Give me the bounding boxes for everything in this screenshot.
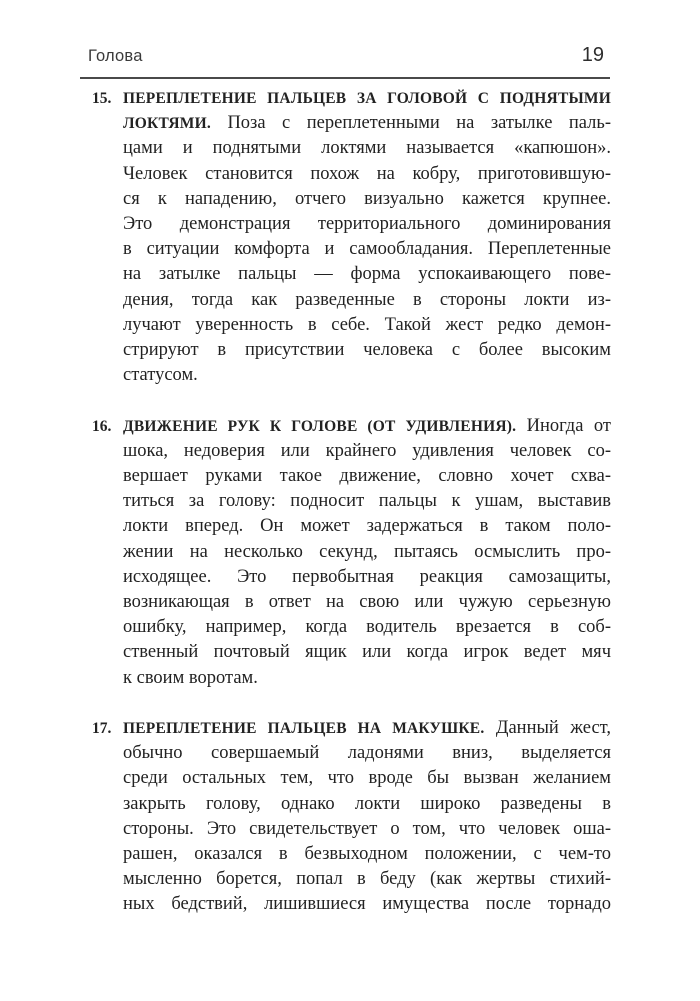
page-number: 19 xyxy=(581,44,604,66)
paragraph-text-segment: цами и поднятыми локтями называется «капюшон». xyxy=(123,138,611,159)
paragraph-text-segment: вершает руками такое движение, словно хочет схва- xyxy=(123,466,611,487)
paragraph-text-segment: ся к нападению, отчего визуально кажется крупнее. xyxy=(123,188,611,209)
running-head-section-title: Голова xyxy=(88,47,143,65)
paragraph-line xyxy=(123,867,611,892)
paragraph-text-segment: на затылке пальцы — форма успокаивающего пове- xyxy=(123,264,611,285)
paragraph-heading-segment: ПЕРЕПЛЕТЕНИЕ ПАЛЬЦЕВ НА МАКУШКЕ. xyxy=(123,720,485,738)
paragraph-text-segment: ственный почтовый ящик или когда игрок ведет мяч xyxy=(123,642,611,663)
paragraph-line xyxy=(123,187,611,212)
paragraph-heading-segment: ДВИЖЕНИЕ РУК К ГОЛОВЕ (ОТ УДИВЛЕНИЯ). xyxy=(123,417,517,435)
paragraph-text-segment: в ситуации комфорта и самообладания. Переплетенные xyxy=(123,239,611,260)
paragraph-heading-segment: ПЕРЕПЛЕТЕНИЕ ПАЛЬЦЕВ ЗА ГОЛОВОЙ С ПОДНЯТЫМИ xyxy=(123,90,611,107)
paragraph-line xyxy=(123,212,611,237)
paragraph-line xyxy=(123,892,611,917)
paragraph-body xyxy=(123,716,611,918)
paragraph-text-segment: Человек становится похож на кобру, приготовившую- xyxy=(123,163,611,184)
paragraph-text-segment: Данный жест, xyxy=(484,718,612,739)
paragraph-text-segment: титься за голову: подносит пальцы к ушам, выставив xyxy=(123,491,611,512)
paragraph-line xyxy=(123,464,611,489)
paragraph-text-segment: дения, тогда как разведенные в стороны локти из- xyxy=(123,289,611,310)
paragraph-text-segment: обычно совершаемый ладонями вниз, выделяется xyxy=(123,743,611,764)
paragraph-text-segment: стрируют в присутствии человека с более высоким xyxy=(123,340,611,361)
paragraph-line xyxy=(123,363,611,388)
paragraph-text-segment: возникающая в ответ на свою или чужую серьезную xyxy=(123,592,611,613)
paragraph-line xyxy=(123,439,611,464)
paragraph-line xyxy=(123,288,611,313)
paragraph-text-segment: исходящее. Это первобытная реакция самозащиты, xyxy=(123,566,611,587)
paragraph-line xyxy=(123,489,611,514)
paragraph-line xyxy=(123,86,611,111)
paragraph-text-segment: локти вперед. Он может задержаться в таком поло- xyxy=(123,516,611,537)
paragraph-line xyxy=(123,565,611,590)
paragraph-text-segment: статусом. xyxy=(123,365,198,386)
paragraph-text-segment: жении на несколько секунд, пытаясь осмыслить про- xyxy=(123,541,611,562)
paragraph-text-segment: мысленно борется, попал в беду (как жертвы стихий- xyxy=(123,869,611,890)
paragraph-line xyxy=(123,338,611,363)
paragraph-body xyxy=(123,86,611,388)
paragraph-text-segment: Иногда от xyxy=(516,415,611,436)
paragraph-line xyxy=(123,615,611,640)
paragraph-line xyxy=(123,766,611,791)
paragraph-line xyxy=(123,842,611,867)
page-header xyxy=(80,44,610,67)
paragraph-17 xyxy=(92,716,611,918)
paragraph-heading-segment: ЛОКТЯМИ. xyxy=(123,115,211,133)
paragraph-text-segment: стороны. Это свидетельствует о том, что человек оша- xyxy=(123,818,611,839)
paragraph-text-segment: ошибку, например, когда водитель врезается в соб- xyxy=(123,617,611,638)
paragraph-text-segment: рашен, оказался в безвыходном положении, с чем-то xyxy=(123,844,611,865)
paragraph-line xyxy=(123,640,611,665)
paragraph-line xyxy=(123,817,611,842)
paragraph-text-segment: Это демонстрация территориального доминирования xyxy=(123,214,611,235)
paragraph-text-segment: шока, недоверия или крайнего удивления человек со- xyxy=(123,440,611,461)
paragraph-text-segment: Поза с переплетенными на затылке паль- xyxy=(210,113,611,134)
paragraph-line xyxy=(123,716,611,741)
paragraph-number: 15. xyxy=(92,90,112,107)
paragraph-line xyxy=(123,111,611,136)
paragraph-16 xyxy=(92,414,611,691)
paragraph-line xyxy=(123,666,611,691)
paragraph-line xyxy=(123,792,611,817)
paragraph-number: 16. xyxy=(92,417,112,435)
paragraph-line xyxy=(123,313,611,338)
paragraph-text-segment: ных бедствий, лишившиеся имущества после торнадо xyxy=(123,894,611,915)
paragraph-text-segment: среди остальных тем, что вроде бы вызван желанием xyxy=(123,768,611,789)
paragraph-15 xyxy=(92,86,611,388)
text-block xyxy=(92,86,611,918)
paragraph-line xyxy=(123,262,611,287)
paragraph-line xyxy=(123,237,611,262)
paragraph-line xyxy=(123,514,611,539)
paragraph-number: 17. xyxy=(92,720,112,738)
paragraph-line xyxy=(123,741,611,766)
paragraph-text-segment: закрыть голову, однако локти широко разведены в xyxy=(123,793,611,814)
paragraph-line xyxy=(123,590,611,615)
paragraph-line xyxy=(123,136,611,161)
paragraph-text-segment: лучают уверенность в себе. Такой жест редко демон- xyxy=(123,314,611,335)
paragraph-line xyxy=(123,162,611,187)
paragraph-text-segment: к своим воротам. xyxy=(123,667,258,688)
paragraph-line xyxy=(123,540,611,565)
paragraph-body xyxy=(123,414,611,691)
paragraph-line xyxy=(123,414,611,439)
header-rule xyxy=(80,77,610,79)
